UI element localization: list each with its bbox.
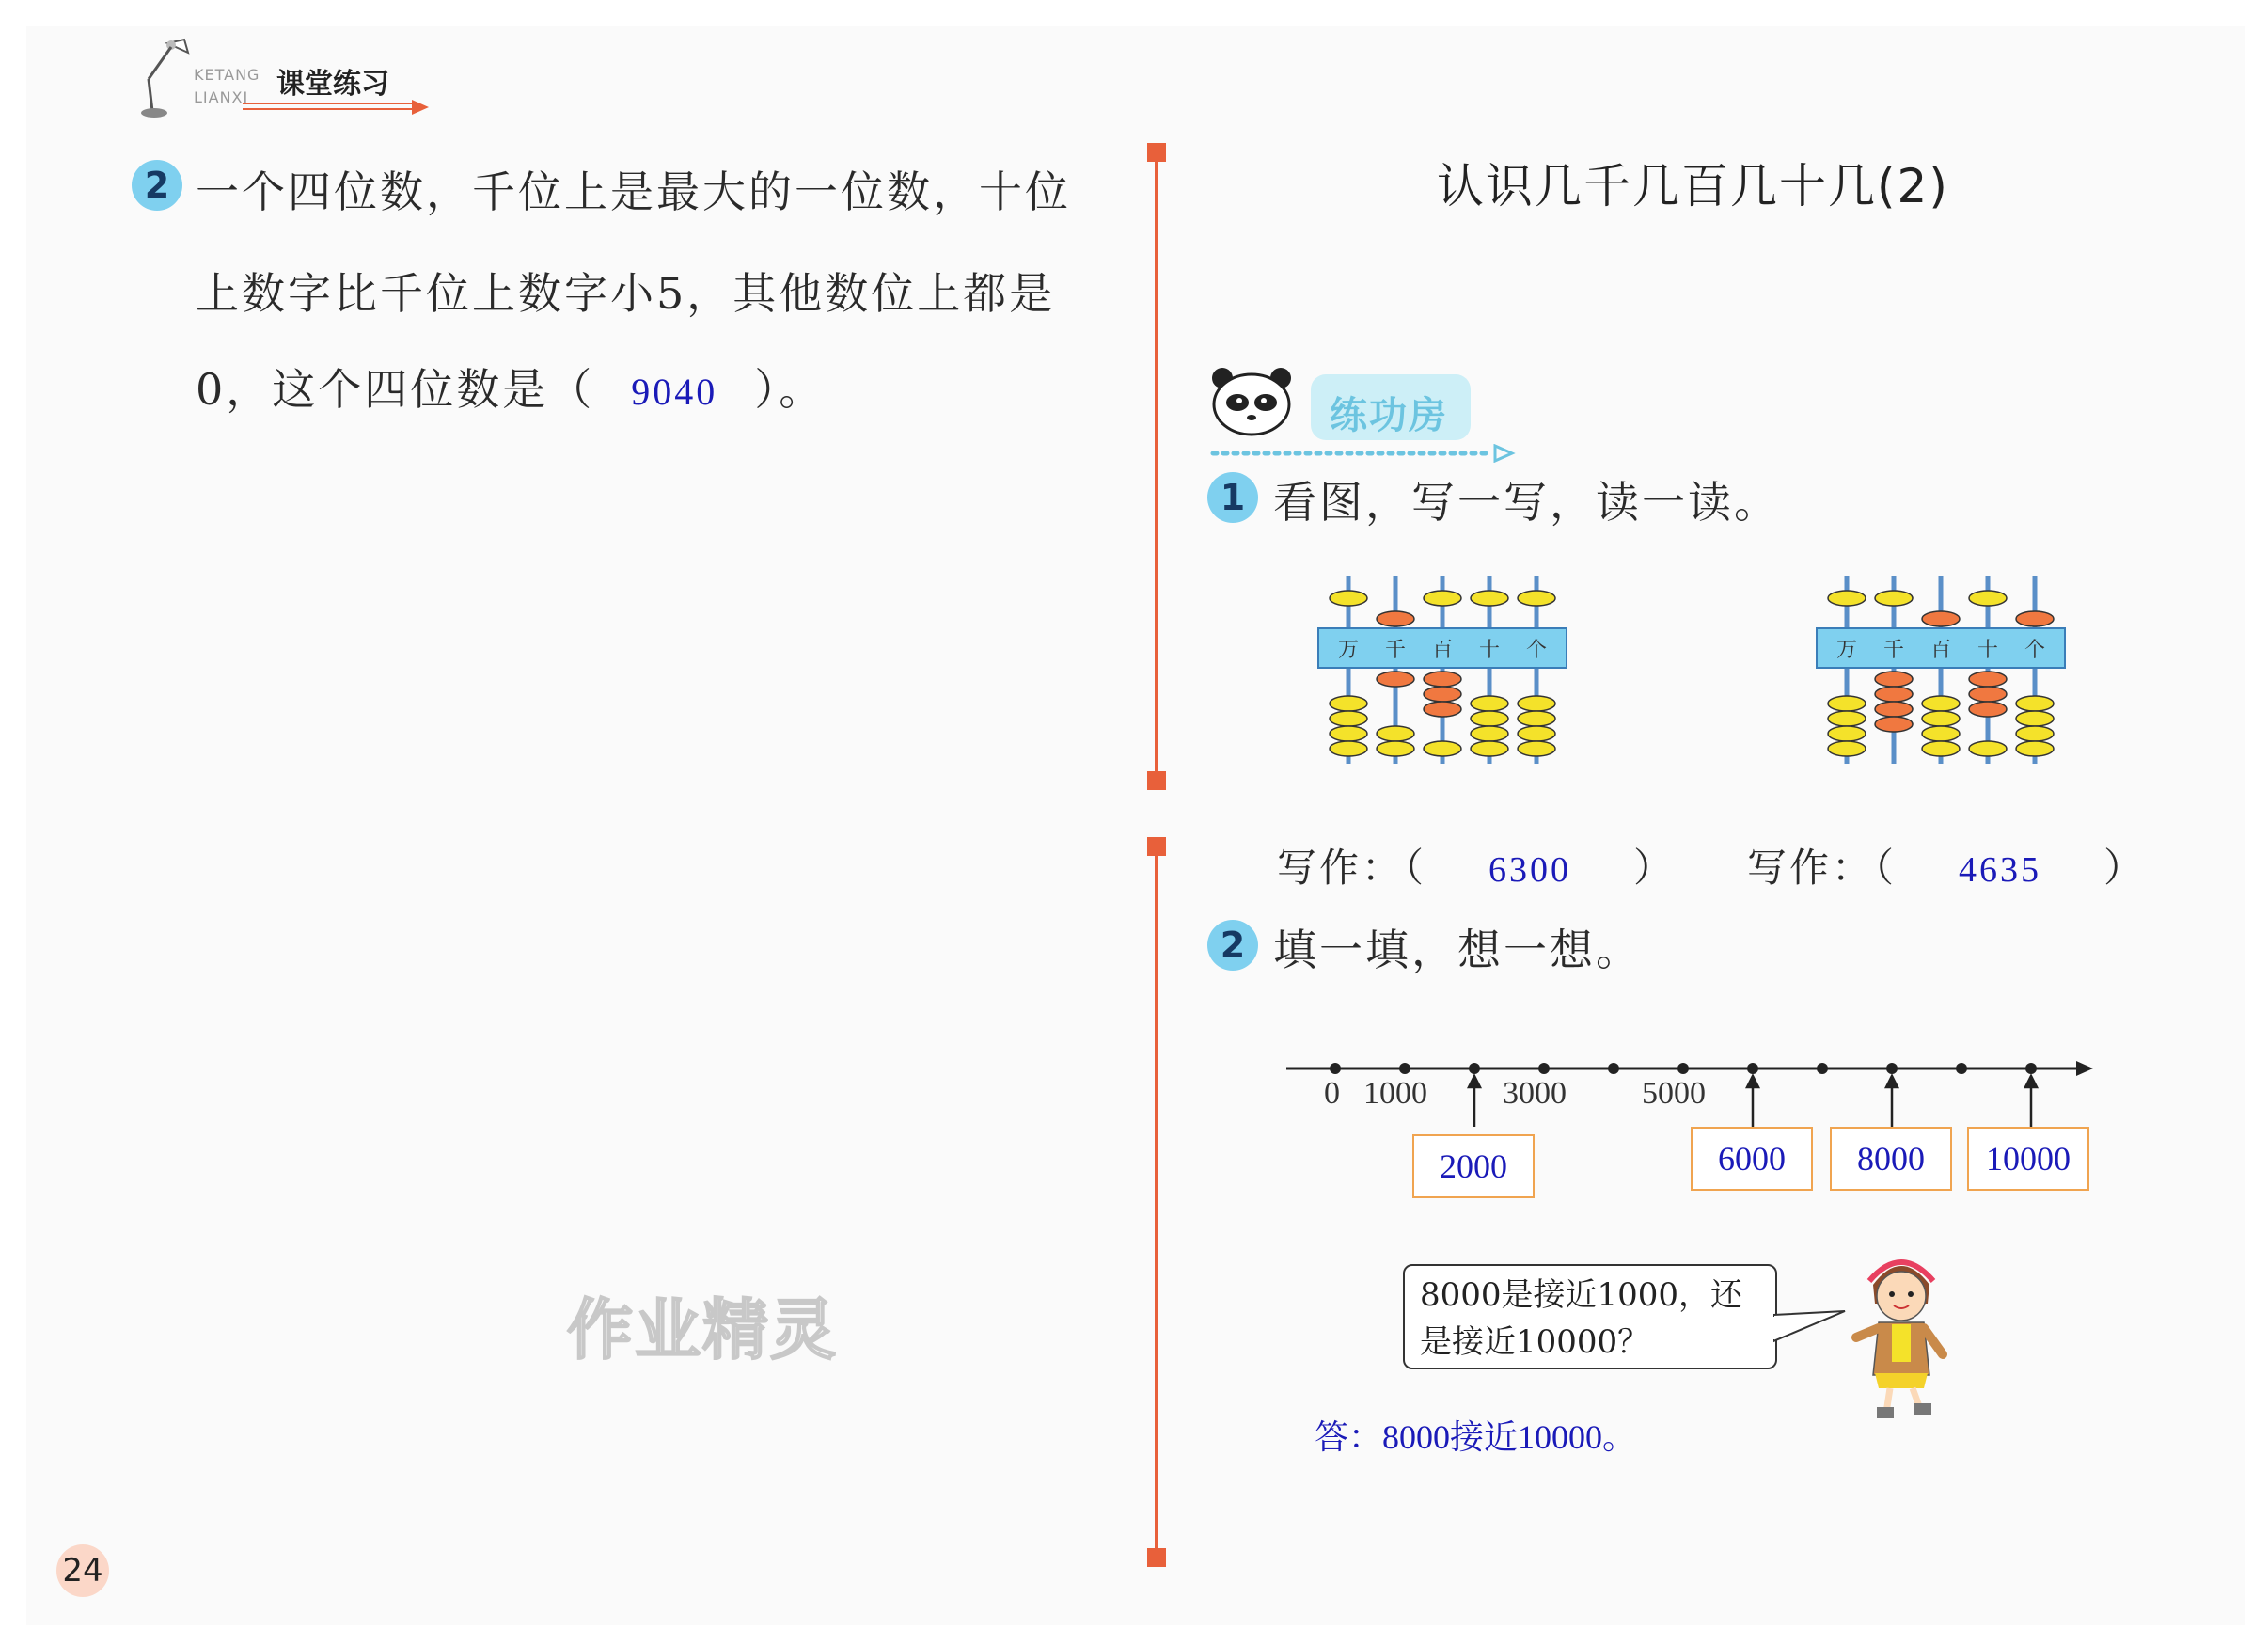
center-divider bbox=[1155, 150, 1158, 1561]
brand-title: 课堂练习 bbox=[276, 68, 389, 101]
bubble-tail bbox=[1773, 1307, 1849, 1354]
question-text-line-1: 一个四位数，千位上是最大的一位数，十位 bbox=[196, 166, 1071, 217]
workbook-page bbox=[26, 26, 2245, 1625]
write-as-a-label: 写作：（ bbox=[1277, 845, 1427, 891]
tick-label-3000: 3000 bbox=[1503, 1076, 1567, 1111]
section-label: 练功房 bbox=[1330, 394, 1448, 437]
tick-label-5000: 5000 bbox=[1642, 1076, 1706, 1111]
section-header bbox=[1209, 346, 1548, 459]
abacus-a-label-qian: 千 bbox=[1384, 639, 1407, 662]
watermark: 作业精灵 bbox=[567, 1291, 838, 1368]
abacus-b-label-shi: 十 bbox=[1977, 639, 1999, 662]
tick-label-1000: 1000 bbox=[1363, 1076, 1427, 1111]
abacus-b-label-wan: 万 bbox=[1835, 639, 1858, 662]
write-as-b bbox=[1747, 837, 2146, 894]
panda-icon bbox=[1209, 365, 1294, 440]
page-number: 24 bbox=[56, 1544, 109, 1597]
brand-en-top: KETANG bbox=[194, 66, 260, 84]
abacus-b-label-bai: 百 bbox=[1929, 639, 1952, 662]
speech-bubble bbox=[1403, 1264, 1777, 1369]
question-1-text: 看图，写一写，读一读。 bbox=[1273, 477, 1780, 528]
answer-value: 9040 bbox=[631, 371, 718, 413]
answer-box-10000: 10000 bbox=[1967, 1127, 2089, 1191]
brand-underline-arrow bbox=[243, 98, 431, 119]
abacus-a-label-shi: 十 bbox=[1478, 639, 1501, 662]
question-1-badge: 1 bbox=[1207, 472, 1258, 523]
desk-lamp-icon bbox=[130, 32, 196, 121]
abacus-b-label-qian: 千 bbox=[1882, 639, 1905, 662]
question-2-badge: 2 bbox=[1207, 920, 1258, 971]
bubble-line-1: 8000是接近1000，还 bbox=[1420, 1276, 1743, 1314]
write-as-b-close: ） bbox=[2103, 845, 2147, 891]
girl-character-illustration bbox=[1845, 1247, 1958, 1426]
answer-box-8000: 8000 bbox=[1830, 1127, 1952, 1191]
question-number-badge: 2 bbox=[132, 160, 182, 211]
question-2-text: 填一填，想一想。 bbox=[1273, 925, 1642, 975]
abacus-a-label-ge: 个 bbox=[1525, 639, 1548, 662]
answer-box-6000: 6000 bbox=[1691, 1127, 1813, 1191]
write-as-a-close: ） bbox=[1633, 845, 1677, 891]
bubble-line-2: 是接近10000？ bbox=[1420, 1323, 1650, 1361]
write-as-b-label: 写作：（ bbox=[1747, 845, 1898, 891]
write-as-b-answer: 4635 bbox=[1959, 850, 2042, 890]
dotted-arrow-decoration bbox=[1209, 444, 1529, 463]
final-answer: 答：8000接近10000。 bbox=[1315, 1418, 1637, 1456]
question-text-line-3 bbox=[196, 356, 825, 418]
answer-box-2000: 2000 bbox=[1412, 1134, 1535, 1198]
write-as-a bbox=[1277, 837, 1676, 894]
write-as-a-answer: 6300 bbox=[1488, 850, 1572, 890]
tick-label-0: 0 bbox=[1324, 1076, 1340, 1111]
abacus-b-label-ge: 个 bbox=[2024, 639, 2046, 662]
brand-en-bottom: LIANXI bbox=[194, 88, 249, 106]
lesson-title: 认识几千几百几十几(2) bbox=[1437, 159, 1949, 214]
question-line-3-prefix: 0，这个四位数是（ bbox=[196, 364, 595, 415]
header-logo bbox=[130, 32, 431, 126]
abacus-a-label-bai: 百 bbox=[1431, 639, 1454, 662]
question-line-3-suffix: ）。 bbox=[754, 364, 826, 415]
abacus-a bbox=[1316, 576, 1580, 773]
abacus-a-label-wan: 万 bbox=[1337, 639, 1360, 662]
question-text-line-2: 上数字比千位上数字小5，其他数位上都是 bbox=[196, 268, 1056, 319]
abacus-b bbox=[1815, 576, 2078, 773]
